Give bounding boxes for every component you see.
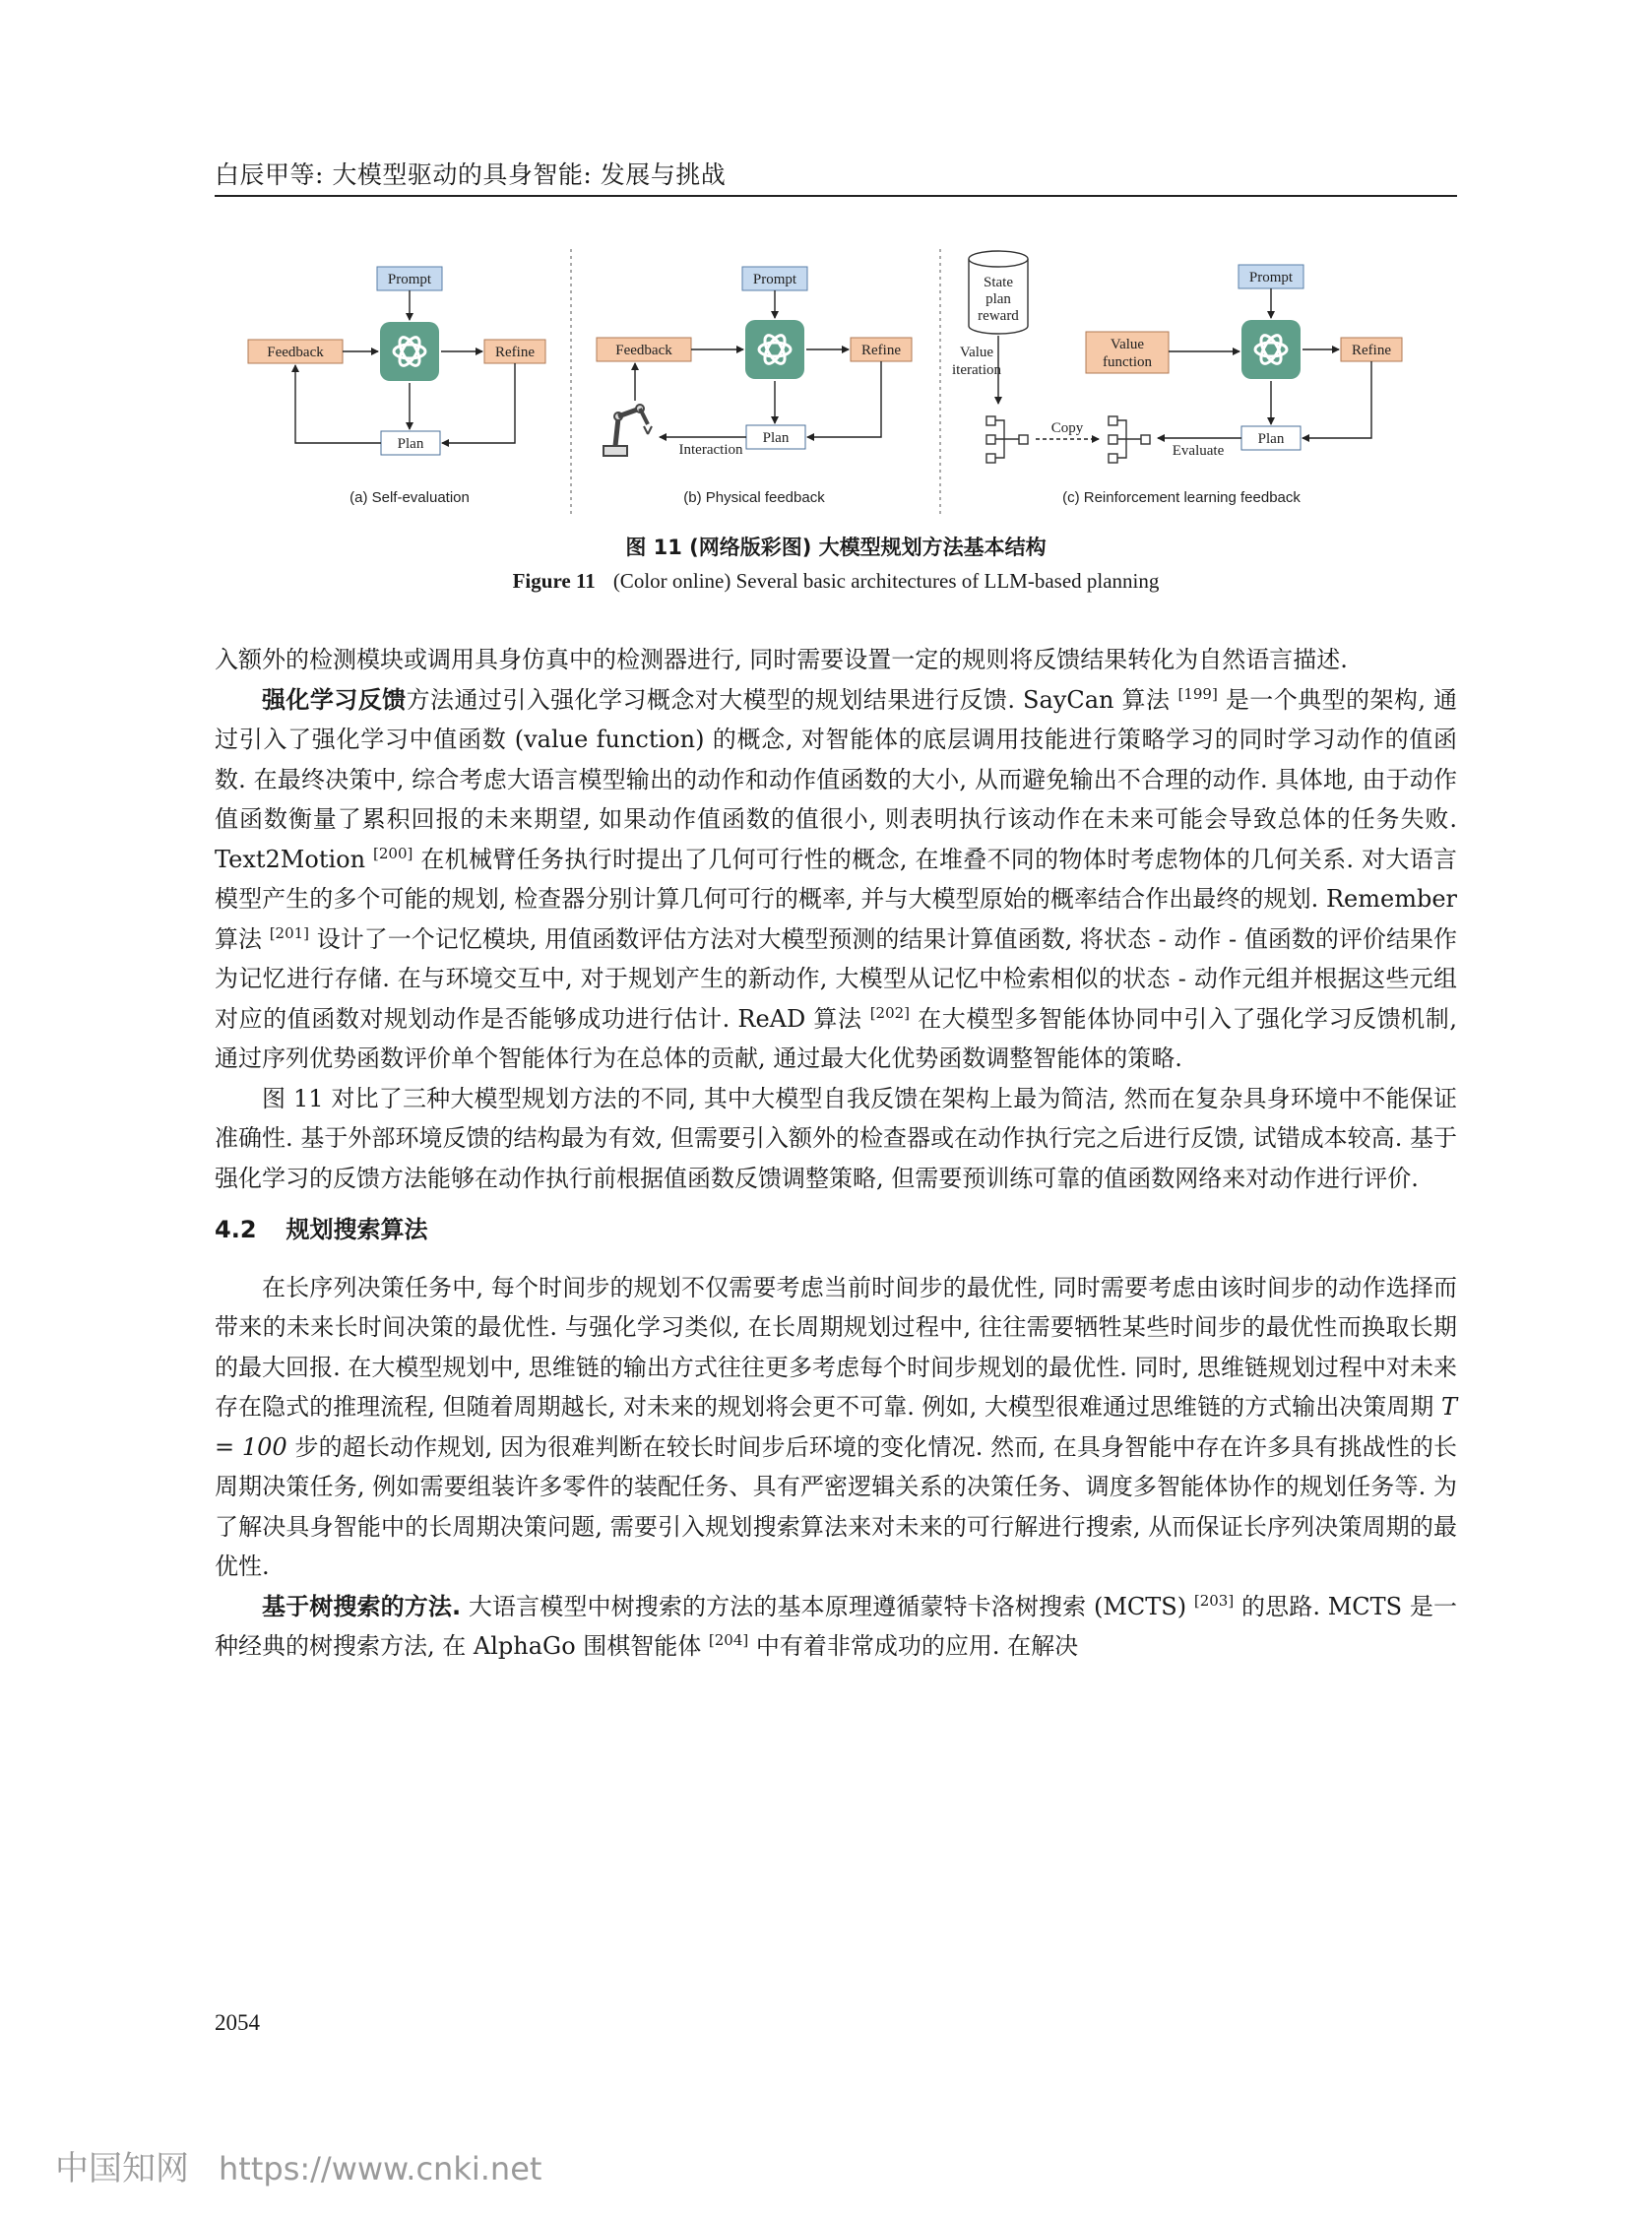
refine-label: Refine [495,345,535,360]
value-function-label: function [1103,354,1152,370]
body-text [215,640,1457,1667]
refine-label: Refine [1352,343,1391,358]
citation[interactable]: [199] [1177,684,1218,703]
figure-11 [226,241,1447,527]
chatgpt-logo-icon [745,320,804,379]
math-expression: T = 100 [215,1393,1457,1461]
running-head: 白辰甲等: 大模型驱动的具身智能: 发展与挑战 [215,160,727,189]
panel-c-caption: (c) Reinforcement learning feedback [1062,489,1301,506]
panel-a-self-evaluation [248,267,545,506]
text-run: 大语言模型中树搜索的方法的基本原理遵循蒙特卡洛树搜索 (MCTS) [461,1592,1194,1620]
paragraph: 入额外的检测模块或调用具身仿真中的检测器进行, 同时需要设置一定的规则将反馈结果转化为自然语言描述. [215,646,1348,673]
text-run: 在大模型多智能体协同中引入了强化学习反馈机制, 通过序列优势函数评价单个智能体行为在总体的贡献, 通过最大化优势函数调整智能体的策略. [215,1004,1457,1072]
value-iteration-label: iteration [952,362,1001,378]
panel-c-rl-feedback [952,251,1402,506]
figure-caption-en [215,569,1457,594]
copy-label: Copy [1050,420,1084,436]
tree-icon [1109,416,1150,463]
value-iteration-label: Value [959,345,994,360]
plan-label: Plan [1257,431,1285,447]
evaluate-label: Evaluate [1172,443,1225,459]
chatgpt-logo-icon [1241,320,1301,379]
refine-label: Refine [861,343,901,358]
citation[interactable]: [200] [373,844,413,862]
citation[interactable]: [202] [869,1003,911,1022]
prompt-label: Prompt [752,272,797,287]
panel-b-caption: (b) Physical feedback [683,489,825,506]
text-run: 在长序列决策任务中, 每个时间步的规划不仅需要考虑当前时间步的最优性, 同时需要考虑由该时间步的动作选择而带来的未来长时间决策的最优性. 与强化学习类似, 在长周期规划过程中, 往往需要牺牲某些时间步的最优性而换取长期的最大回报. 在大模型规划中, 思维链的输出方式往往更多考虑每个时间步规划的最优性. 同时, 思维链规划过程中对未来存在隐式的推理流程, 但随着周期越长, 对未来的规划将会更不可靠. 例如, 大模型很难通过思维链的方式输出决策周期 [215,1273,1457,1421]
paragraph [215,1587,1457,1667]
feedback-label: Feedback [267,345,324,360]
reward-label: reward [978,308,1019,324]
section-number: 4.2 [215,1216,257,1243]
chatgpt-logo-icon [380,322,439,381]
plan-line-label: plan [985,291,1011,307]
panel-b-physical-feedback [597,267,912,506]
prompt-label: Prompt [1248,270,1294,285]
page-number: 2054 [215,2010,260,2035]
header-rule [215,195,1457,197]
tree-icon [986,416,1028,463]
section-heading [215,1210,1457,1250]
figure-caption-text: (Color online) Several basic architectures of LLM-based planning [612,569,1160,593]
text-run: 方法通过引入强化学习概念对大模型的规划结果进行反馈. SayCan 算法 [406,685,1178,714]
paragraph [215,680,1457,1079]
watermark-brand: 中国知网 [55,2149,189,2188]
section-title: 规划搜索算法 [286,1216,428,1243]
paragraph: 图 11 对比了三种大模型规划方法的不同, 其中大模型自我反馈在架构上最为简洁, 然而在复杂具身环境中不能保证准确性. 基于外部环境反馈的结构最为有效, 但需要引入额外的检查器或在动作执行完之后进行反馈, 试错成本较高. 基于强化学习的反馈方法能够在动作执行前根据值函数反馈调整策略, 但需要预训练可靠的值函数网络来对动作进行评价. [215,1084,1457,1192]
feedback-label: Feedback [615,343,672,358]
figure-label: Figure 11 [512,569,596,593]
text-run: 是一个典型的架构, 通过引入了强化学习中值函数 (value function) 的概念, 对智能体的底层调用技能进行策略学习的同时学习动作的值函数. 在最终决策中, 综合考虑大语言模型输出的动作和动作值函数的大小, 从而避免输出不合理的动作. 具体地, 由于动作值函数衡量了累积回报的未来期望, 如果动作值函数的值很小, 则表明执行该动作在未来可能会导致总体的任务失败. Text2Motion [215,685,1458,873]
state-label: State [984,275,1013,290]
text-run: 的思路. MCTS 是一种经典的树搜索方法, 在 AlphaGo 围棋智能体 [215,1592,1458,1660]
watermark-url[interactable]: https://www.cnki.net [219,2150,542,2187]
text-run: 设计了一个记忆模块, 用值函数评估方法对大模型预测的结果计算值函数, 将状态 - 动作 - 值函数的评价结果作为记忆进行存储. 在与环境交互中, 对于规划产生的新动作, 大模型从记忆中检索相似的状态 - 动作元组并根据这些元组对应的值函数对规划动作是否能够成功进行估计. ReAD 算法 [215,924,1457,1033]
term-tree-search: 基于树搜索的方法. [262,1592,462,1620]
prompt-label: Prompt [387,272,432,287]
figure-caption-zh: 图 11 (网络版彩图) 大模型规划方法基本结构 [625,536,1047,559]
value-function-label: Value [1110,337,1145,352]
citation[interactable]: [204] [708,1631,749,1649]
plan-label: Plan [762,430,790,446]
interaction-label: Interaction [678,442,743,458]
citation[interactable]: [203] [1193,1591,1235,1610]
text-run: 在机械臂任务执行时提出了几何可行性的概念, 在堆叠不同的物体时考虑物体的几何关系. 对大语言模型产生的多个可能的规划, 检查器分别计算几何可行的概率, 并与大模型原始的概率结合作出最终的规划. Remember 算法 [215,845,1457,953]
watermark [55,2141,541,2189]
paragraph [215,1268,1457,1587]
architecture-diagram [226,241,1447,527]
text-run: 步的超长动作规划, 因为很难判断在较长时间步后环境的变化情况. 然而, 在具身智能中存在许多具有挑战性的长周期决策任务, 例如需要组装许多零件的装配任务、具有严密逻辑关系的决策任务、调度多智能体协作的规划任务等. 为了解决具身智能中的长周期决策问题, 需要引入规划搜索算法来对未来的可行解进行搜索, 从而保证长序列决策周期的最优性. [215,1432,1457,1580]
term-rl-feedback: 强化学习反馈 [262,685,407,714]
plan-label: Plan [397,436,424,452]
citation[interactable]: [201] [269,923,310,942]
text-run: 中有着非常成功的应用. 在解决 [748,1632,1079,1660]
panel-a-caption: (a) Self-evaluation [349,489,470,506]
robot-arm-icon [604,405,652,456]
